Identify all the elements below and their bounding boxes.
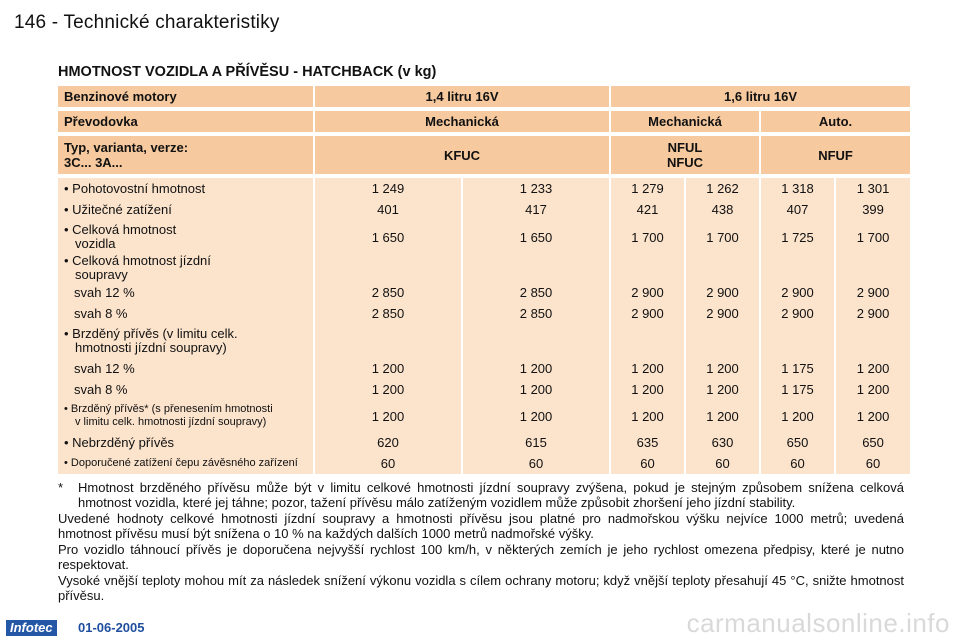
row-label-text: svah 12 % [74,284,135,300]
value-cell: 2 900 [611,282,684,303]
row-label-subtext: soupravy [75,267,128,282]
value-cell: 1 175 [761,358,834,379]
value-cell: 1 262 [686,178,759,199]
value-cell: 620 [315,432,461,453]
value-cell: 60 [611,453,684,474]
value-cell: 60 [836,453,910,474]
value-cell: 2 900 [761,282,834,303]
value-cell: 1 279 [611,178,684,199]
value-cell: 1 200 [836,400,910,432]
value-cell [761,254,834,282]
value-cell: 60 [463,453,609,474]
table-row [58,178,910,199]
value-cell: 1 301 [836,178,910,199]
value-cell: 1 200 [611,400,684,432]
value-cell: 635 [611,432,684,453]
engine-1-header: 1,4 litru 16V [315,86,609,107]
page-header: 146 - Technické charakteristiky [14,12,280,33]
value-cell: 1 650 [463,220,609,254]
value-cell [686,254,759,282]
value-cell: 2 850 [315,303,461,324]
value-cell [761,324,834,358]
value-cell: 1 200 [686,358,759,379]
infotec-logo: Infotec [6,620,57,636]
value-cell: 2 850 [463,303,609,324]
type-2-header [611,136,759,174]
type-label [58,136,313,174]
value-cell: 2 900 [686,282,759,303]
value-cell [463,254,609,282]
gearbox-label: Převodovka [58,111,313,132]
section-title: HMOTNOST VOZIDLA A PŘÍVĚSU - HATCHBACK (v kg) [58,64,437,80]
notes [58,481,904,605]
value-cell: 1 700 [836,220,910,254]
type-label-line2: 3C... 3A... [64,155,123,170]
row-label [58,379,313,400]
value-cell [463,324,609,358]
table-row [58,303,910,324]
value-cell: 2 900 [611,303,684,324]
value-cell: 650 [761,432,834,453]
value-cell: 1 200 [836,379,910,400]
row-label [58,324,313,358]
value-cell: 1 650 [315,220,461,254]
row-label [58,178,313,199]
value-cell [611,324,684,358]
type-3-header: NFUF [761,136,910,174]
gearbox-2-header: Mechanická [611,111,759,132]
table-row [58,254,910,282]
row-label [58,282,313,303]
note-paragraph-2: Pro vozidlo táhnoucí přívěs je doporučena nejvyšší rychlost 100 km/h, v některých zemích je jeho rychlost omezena předpisy, které je nutno respektovat. [58,542,904,572]
value-cell: 2 850 [463,282,609,303]
row-label-text: • Pohotovostní hmotnost [64,180,206,196]
value-cell: 401 [315,199,461,220]
value-cell: 1 200 [315,400,461,432]
type-row [58,136,910,174]
footnote-text: Hmotnost brzděného přívěsu může být v limitu celkové hmotnosti jízdní soupravy zvýšena, pokud je stejným způsobem snížena celková hmotnost vozidla, které jej táhne; pozor, tažení přívěsu málo zatíženým vozidlem může způsobit zhoršení jeho jízdní stability. [78,480,904,510]
row-label-text: • Doporučené zatížení čepu závěsného zařízení [64,457,298,469]
row-label-text: • Brzděný přívěs (v limitu celk. [64,326,238,341]
value-cell [315,324,461,358]
row-label-subtext: hmotnosti jízdní soupravy) [75,340,227,355]
value-cell: 1 249 [315,178,461,199]
value-cell [836,324,910,358]
row-label-text: svah 12 % [74,360,135,376]
row-label-text: svah 8 % [74,305,128,321]
value-cell: 399 [836,199,910,220]
value-cell: 630 [686,432,759,453]
gearbox-1-header: Mechanická [315,111,609,132]
engines-row [58,86,910,107]
value-cell: 650 [836,432,910,453]
value-cell: 1 725 [761,220,834,254]
value-cell: 2 900 [836,282,910,303]
value-cell: 1 200 [686,379,759,400]
type-2-line1: NFUL [667,140,703,155]
value-cell [611,254,684,282]
value-cell: 417 [463,199,609,220]
row-label-subtext: vozidla [75,236,116,251]
row-label [58,303,313,324]
row-label [58,254,313,282]
table-row [58,324,910,358]
value-cell: 1 200 [463,358,609,379]
type-1-header: KFUC [315,136,609,174]
value-cell: 1 200 [686,400,759,432]
type-label-line1: Typ, varianta, verze: [64,140,189,155]
footnote [58,481,904,510]
value-cell: 60 [315,453,461,474]
gearbox-row [58,111,910,132]
table-row [58,358,910,379]
watermark: carmanualsonline.info [686,608,950,638]
note-paragraph-1: Uvedené hodnoty celkové hmotnosti jízdní soupravy a hmotnosti přívěsu jsou platné pro nadmořskou výšku nejvíce 1000 metrů; uvedená hmotnost přívěsu musí být snížena o 10 % na každých dalších 1000 metrů nadmořské výšky. [58,511,904,541]
value-cell: 438 [686,199,759,220]
value-cell [686,324,759,358]
value-cell: 60 [761,453,834,474]
value-cell: 1 700 [686,220,759,254]
note-paragraph-3: Vysoké vnější teploty mohou mít za následek snížení výkonu vozidla s cílem ochrany motoru; když vnější teploty přesahují 45 °C, snižte hmotnost přívěsu. [58,573,904,603]
value-cell: 2 900 [686,303,759,324]
row-label-subtext: v limitu celk. hmotnosti jízdní soupravy) [75,416,267,428]
row-label-text: • Brzděný přívěs* (s přenesením hmotnosti [64,403,273,415]
value-cell: 1 200 [611,358,684,379]
value-cell: 1 200 [611,379,684,400]
value-cell [315,254,461,282]
value-cell: 1 700 [611,220,684,254]
value-cell: 60 [686,453,759,474]
gearbox-3-header: Auto. [761,111,910,132]
value-cell: 2 850 [315,282,461,303]
row-label-text: • Celková hmotnost [64,222,177,237]
value-cell: 1 200 [463,379,609,400]
table-row [58,453,910,474]
engines-label: Benzinové motory [58,86,313,107]
table-row [58,432,910,453]
value-cell: 1 233 [463,178,609,199]
value-cell [836,254,910,282]
value-cell: 1 200 [315,379,461,400]
value-cell: 1 175 [761,379,834,400]
value-cell: 421 [611,199,684,220]
value-cell: 1 200 [315,358,461,379]
row-label [58,220,313,254]
table-row [58,199,910,220]
table-row [58,379,910,400]
row-label [58,358,313,379]
engine-2-header: 1,6 litru 16V [611,86,910,107]
row-label [58,432,313,453]
row-label-text: • Celková hmotnost jízdní [64,253,211,268]
row-label [58,453,313,474]
table-row [58,220,910,254]
row-label-text: svah 8 % [74,381,128,397]
row-label-text: • Nebrzděný přívěs [64,434,175,450]
table-row [58,282,910,303]
footnote-mark: * [58,480,64,495]
table-row [58,400,910,432]
type-2-line2: NFUC [666,155,704,170]
value-cell: 407 [761,199,834,220]
value-cell: 1 200 [836,358,910,379]
footer-date: 01-06-2005 [78,620,145,635]
value-cell: 1 200 [761,400,834,432]
value-cell: 1 200 [463,400,609,432]
weights-table [56,86,912,474]
value-cell: 2 900 [761,303,834,324]
value-cell: 1 318 [761,178,834,199]
row-label [58,400,313,432]
row-label [58,199,313,220]
value-cell: 2 900 [836,303,910,324]
value-cell: 615 [463,432,609,453]
table-body [58,178,910,474]
row-label-text: • Užitečné zatížení [64,201,172,217]
